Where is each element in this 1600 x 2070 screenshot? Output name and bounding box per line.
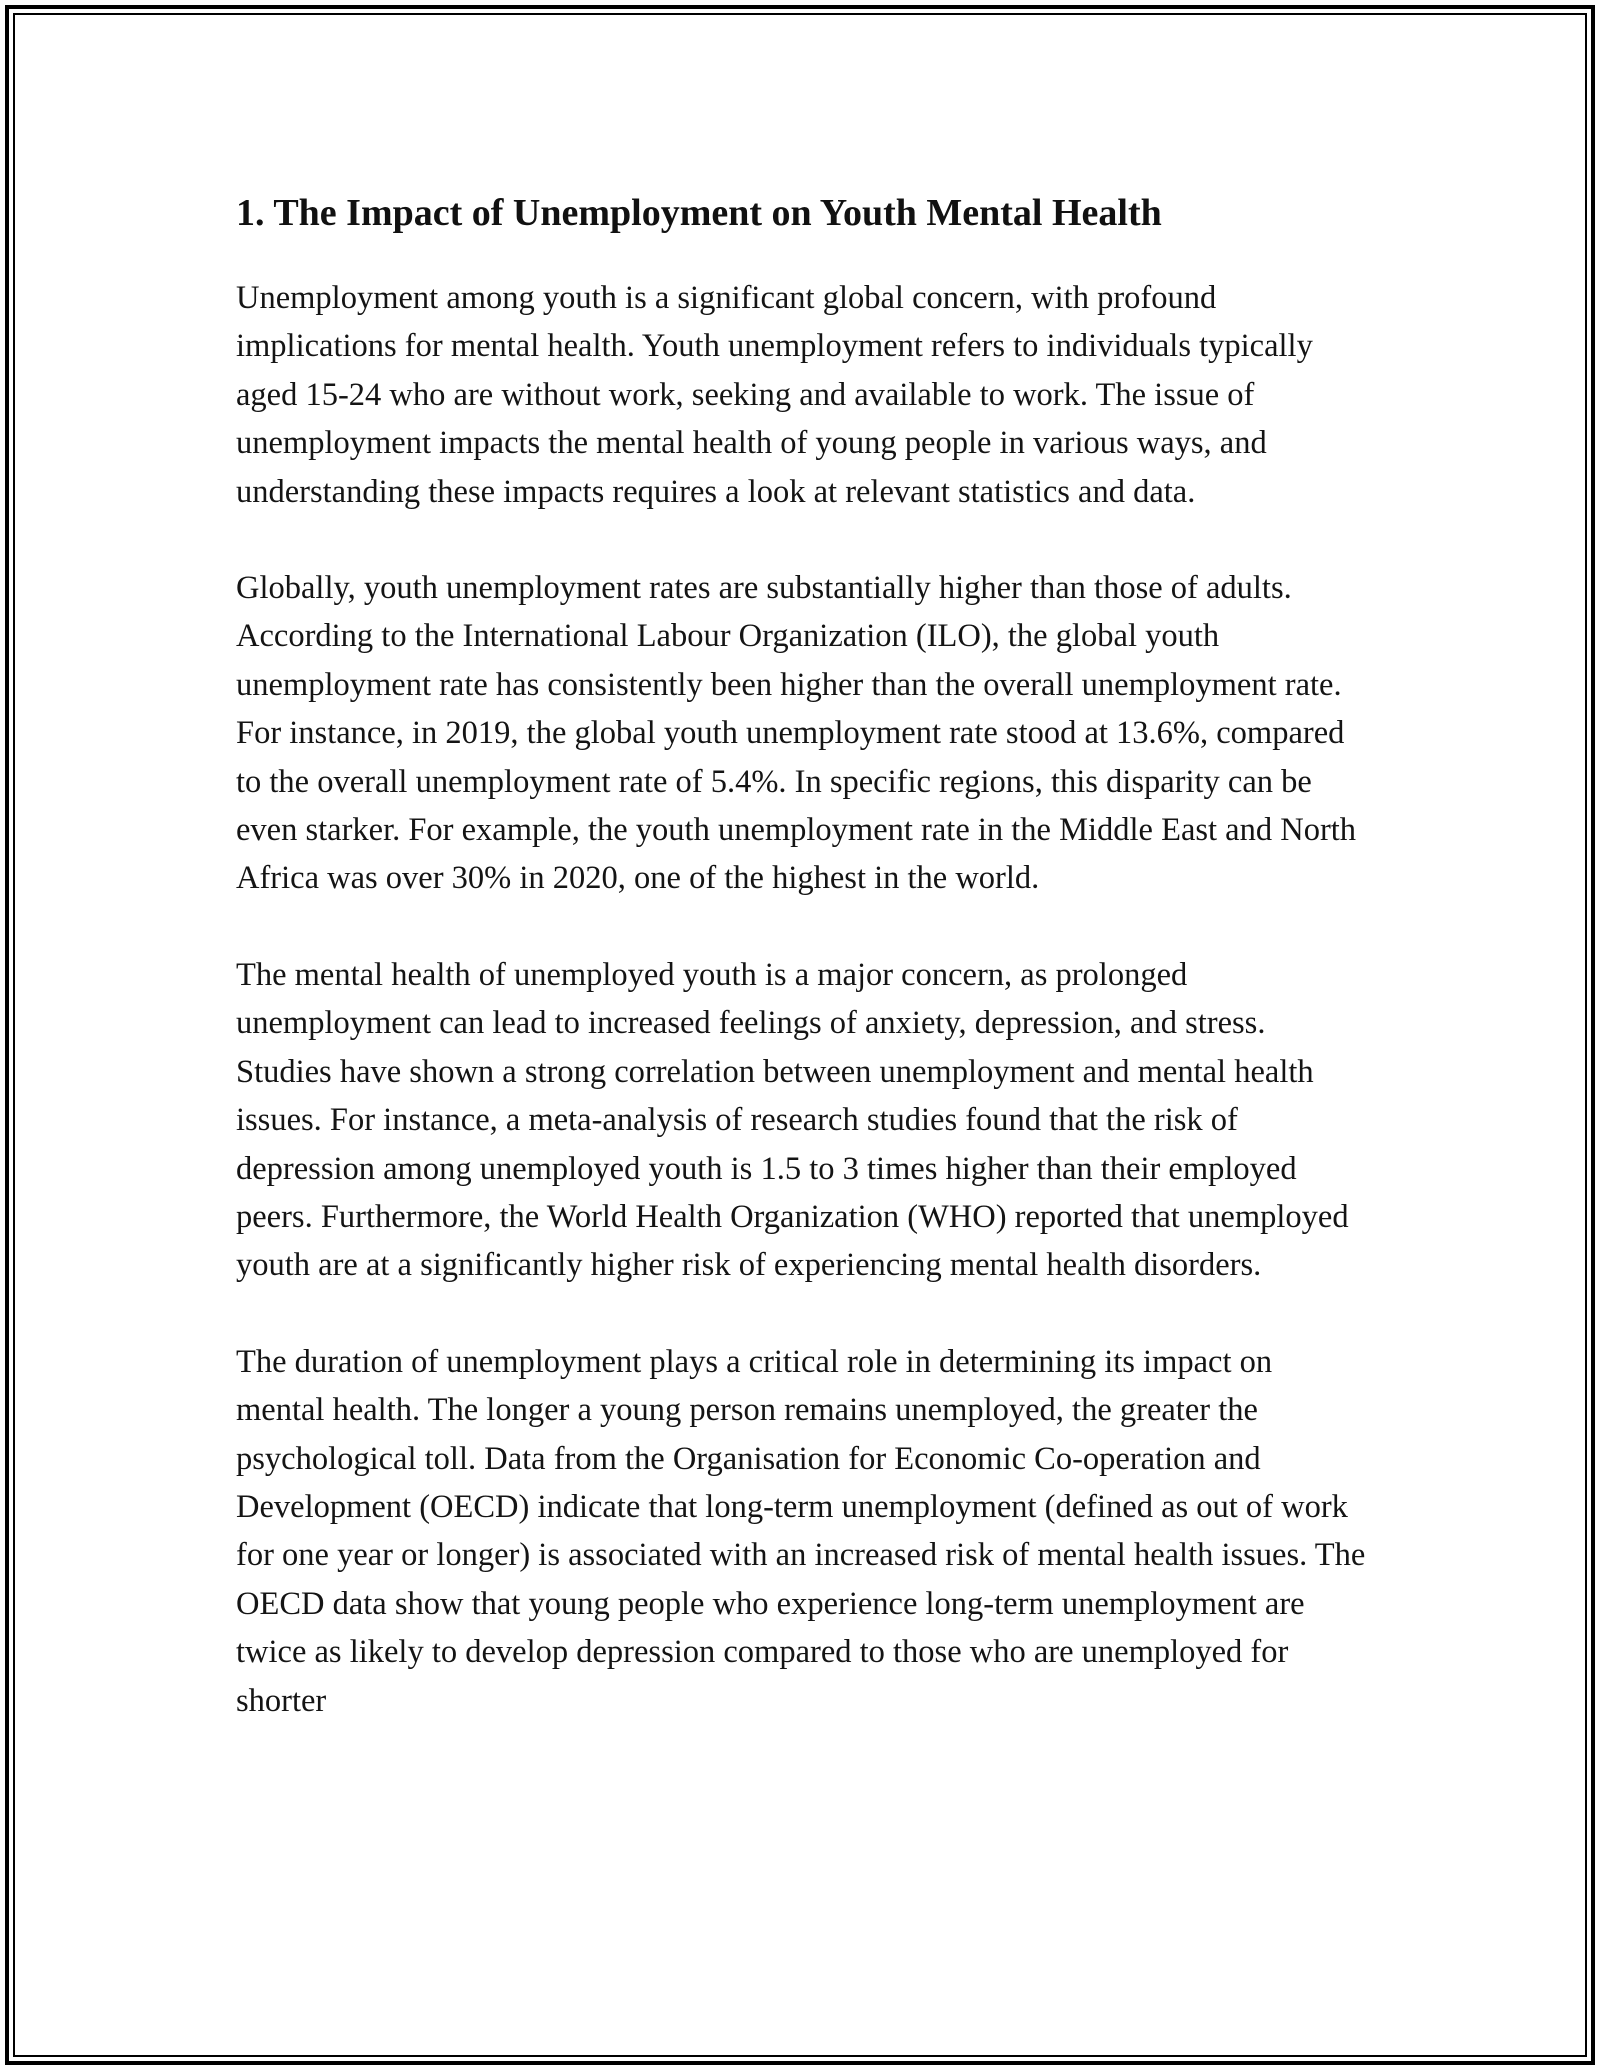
document-body [236,186,1366,1773]
paragraph-1: Unemployment among youth is a significant global concern, with profound implications for mental health. Youth unemployment refers to individuals typically aged 15-24 who are without work, seeking and available to work. The issue of unemployment impacts the mental health of young people in various ways, and understanding these impacts requires a look at relevant statistics and data. [236,280,1313,510]
section-heading: 1. The Impact of Unemployment on Youth Mental Health [236,192,1162,234]
paragraph-2: Globally, youth unemployment rates are substantially higher than those of adults. According to the International Labour Organization (ILO), the global youth unemployment rate has consistently been higher than the overall unemployment rate. For instance, in 2019, the global youth unemployment rate stood at 13.6%, compared to the overall unemployment rate of 5.4%. In specific regions, this disparity can be even starker. For example, the youth unemployment rate in the Middle East and North Africa was over 30% in 2020, one of the highest in the world. [236,570,1357,897]
paragraph-3: The mental health of unemployed youth is a major concern, as prolonged unemployment can lead to increased feelings of anxiety, depression, and stress. Studies have shown a strong correlation between unemployment and mental health issues. For instance, a meta-analysis of research studies found that the risk of depression among unemployed youth is 1.5 to 3 times higher than their employed peers. Furthermore, the World Health Organization (WHO) reported that unemployed youth are at a significantly higher risk of experiencing mental health disorders. [236,956,1349,1284]
paragraph-4: The duration of unemployment plays a critical role in determining its impact on mental health. The longer a young person remains unemployed, the greater the psychological toll. Data from the Organisation for Economic Co-operation and Development (OECD) indicate that long-term unemployment (defined as out of work for one year or longer) is associated with an increased risk of mental health issues. The OECD data show that young people who experience long-term unemployment are twice as likely to develop depression compared to those who are unemployed for shorter [236,1343,1366,1719]
